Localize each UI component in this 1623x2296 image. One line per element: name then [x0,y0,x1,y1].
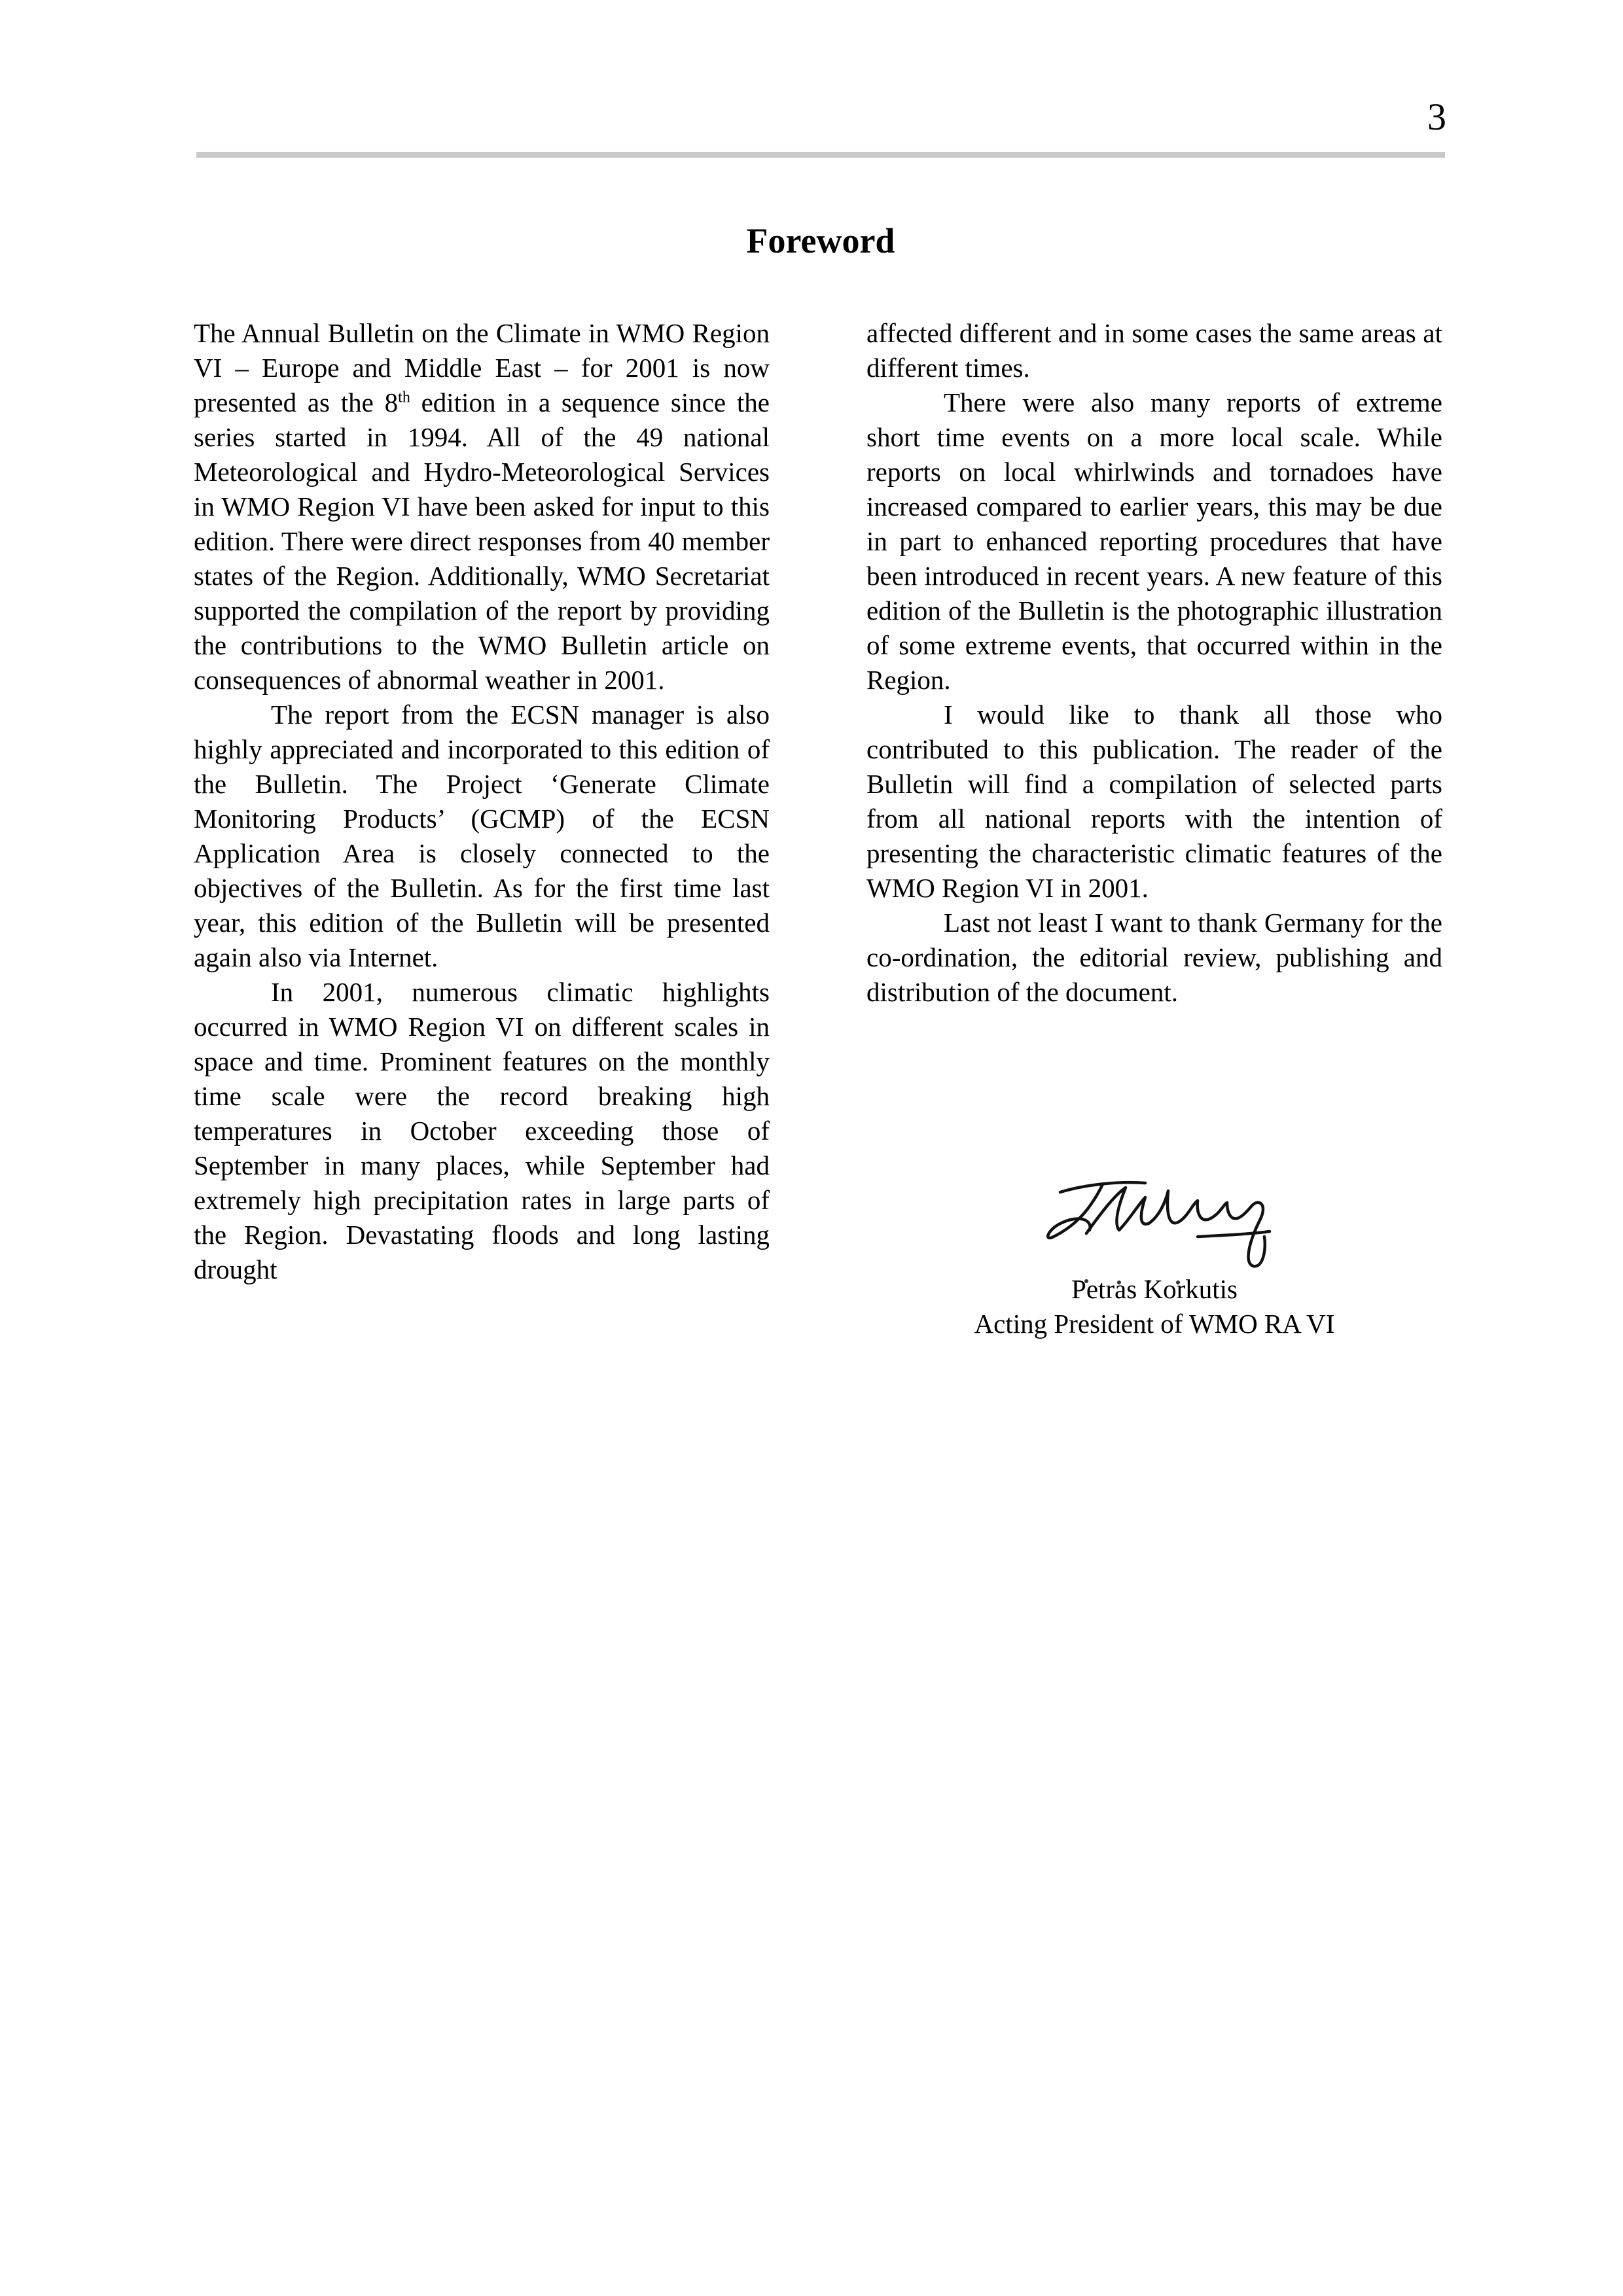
left-text-column [194,316,770,1287]
signatory-role: Acting President of WMO RA VI [974,1309,1335,1339]
signatory-name: Petras Korkutis [1071,1274,1238,1304]
handwritten-signature [1041,1158,1302,1289]
page-title: Foreword [746,221,895,261]
intro-text-end: edition in a sequence since the series started in 1994. All of the 49 national Meteorological and Hydro-Meteorological Services in WMO Region VI have been asked for input to this edition. There were direct responses from 40 member states of the Region. Additionally, WMO Secretariat supported the compilation of the report by providing the contributions to the WMO Bulletin article on consequences of abnormal weather in 2001. [194,387,770,695]
right-text-column [866,316,1442,1010]
paragraph-highlights-continued: affected different and in some cases the same areas at different times. [866,318,1442,383]
paragraph-germany: Last not least I want to thank Germany for the co-ordination, the editorial review, publishing and distribution of the document. [866,908,1442,1007]
paragraph-intro [194,316,770,698]
paragraph-highlights: In 2001, numerous climatic highlights occurred in WMO Region VI on different scales in space and time. Prominent features on the monthly time scale were the record breaking high temperatures in October exceeding those of September in many places, while September had extremely high precipitation rates in large parts of the Region. Devastating floods and long lasting drought [194,977,770,1284]
paragraph-thanks: I would like to thank all those who contributed to this publication. The reader of the Bulletin will find a compilation of selected parts from all national reports with the intention of presenting the characteristic climatic features of the WMO Region VI in 2001. [866,699,1442,903]
header-divider [196,152,1445,158]
paragraph-extreme-events: There were also many reports of extreme short time events on a more local scale. While reports on local whirlwinds and tornadoes have increased compared to earlier years, this may be due in part to enhanced reporting procedures that have been introduced in recent years. A new feature of this edition of the Bulletin is the photographic illustration of some extreme events, that occurred within in the Region. [866,387,1442,695]
page-number: 3 [1427,96,1446,138]
paragraph-ecsn: The report from the ECSN manager is also highly appreciated and incorporated to this edition of the Bulletin. The Project ‘Generate Climate Monitoring Products’ (GCMP) of the ECSN Application Area is closely connected to the objectives of the Bulletin. As for the first time last year, this edition of the Bulletin will be presented again also via Internet. [194,699,770,972]
ordinal-suffix: th [398,389,410,406]
intro-text-start: The Annual Bulletin on the Climate in WMO Region VI – Europe and Middle East – for 2001 is now presented as the 8 [194,318,770,417]
